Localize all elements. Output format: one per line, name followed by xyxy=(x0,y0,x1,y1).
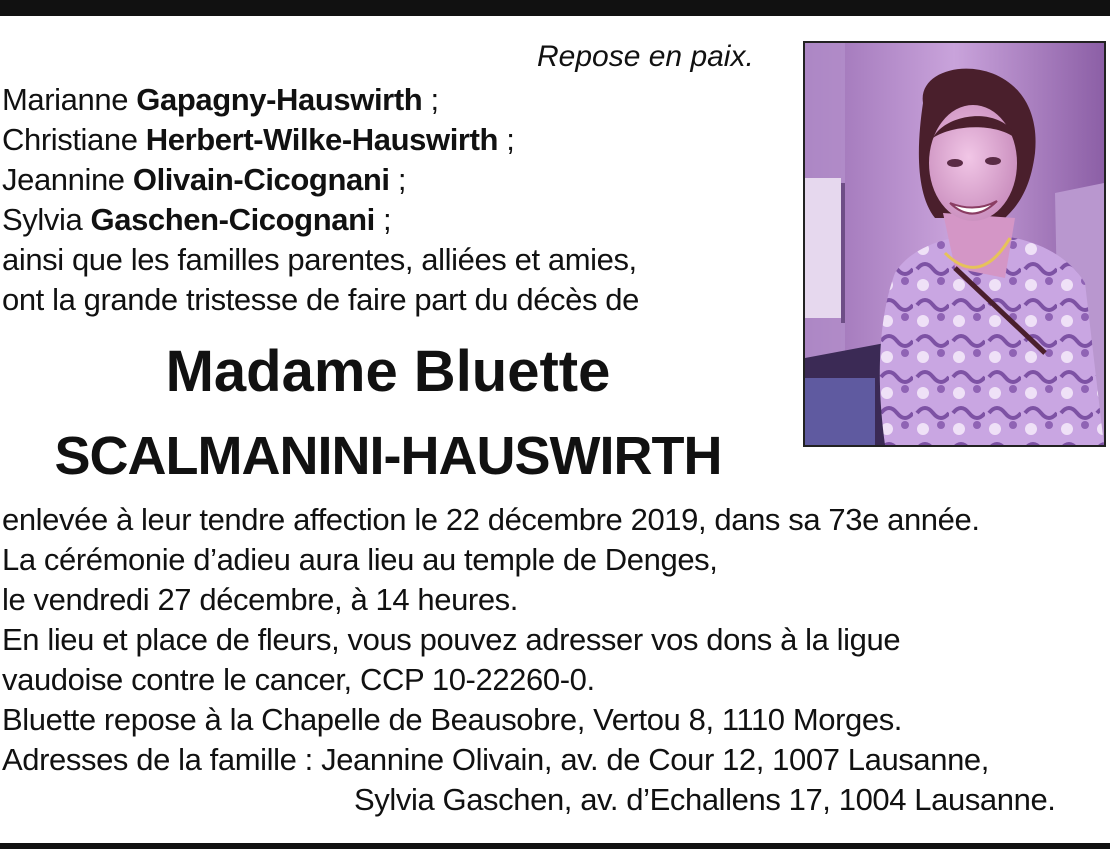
portrait-illustration xyxy=(805,43,1104,445)
details-line: enlevée à leur tendre affection le 22 décembre 2019, dans sa 73e année. xyxy=(2,502,980,537)
separator: ; xyxy=(383,202,392,237)
details-line: vaudoise contre le cancer, CCP 10-22260-0. xyxy=(2,662,595,697)
separator: ; xyxy=(397,162,407,197)
surname: Gapagny-Hauswirth xyxy=(136,82,423,117)
portrait-photo xyxy=(803,41,1106,447)
family-member xyxy=(2,80,792,120)
intro-text: Repose en paix. xyxy=(537,40,754,73)
bottom-rule xyxy=(0,843,1110,849)
surname: Olivain-Cicognani xyxy=(132,162,390,197)
family-member xyxy=(2,160,792,200)
separator: ; xyxy=(430,82,439,117)
separator: ; xyxy=(506,122,515,157)
details-line: En lieu et place de fleurs, vous pouvez adresser vos dons à la ligue xyxy=(2,622,901,657)
details-line: le vendredi 27 décembre, à 14 heures. xyxy=(2,582,518,617)
family-list xyxy=(2,80,792,320)
announcement-line: ont la grande tristesse de faire part du décès de xyxy=(2,282,639,317)
first-name: Marianne xyxy=(2,82,129,117)
deceased-name-line1: Madame Bluette xyxy=(165,339,611,404)
first-name: Jeannine xyxy=(2,162,125,197)
surname: Gaschen-Cicognani xyxy=(90,202,375,237)
top-rule xyxy=(0,0,1110,16)
deceased-name-line2: SCALMANINI-HAUSWIRTH xyxy=(54,426,722,486)
relatives-line: ainsi que les familles parentes, alliées et amies, xyxy=(2,242,637,277)
surname: Herbert-Wilke-Hauswirth xyxy=(145,122,499,157)
details-line: La cérémonie d’adieu aura lieu au temple de Denges, xyxy=(2,542,718,577)
details-block xyxy=(2,500,1108,820)
details-line-indented: Sylvia Gaschen, av. d’Echallens 17, 1004 Lausanne. xyxy=(354,782,1056,817)
details-line: Adresses de la famille : Jeannine Olivain, av. de Cour 12, 1007 Lausanne, xyxy=(2,742,989,777)
family-member xyxy=(2,120,792,160)
family-member xyxy=(2,200,792,240)
first-name: Christiane xyxy=(2,122,138,157)
details-line: Bluette repose à la Chapelle de Beausobre, Vertou 8, 1110 Morges. xyxy=(2,702,903,737)
first-name: Sylvia xyxy=(2,202,83,237)
